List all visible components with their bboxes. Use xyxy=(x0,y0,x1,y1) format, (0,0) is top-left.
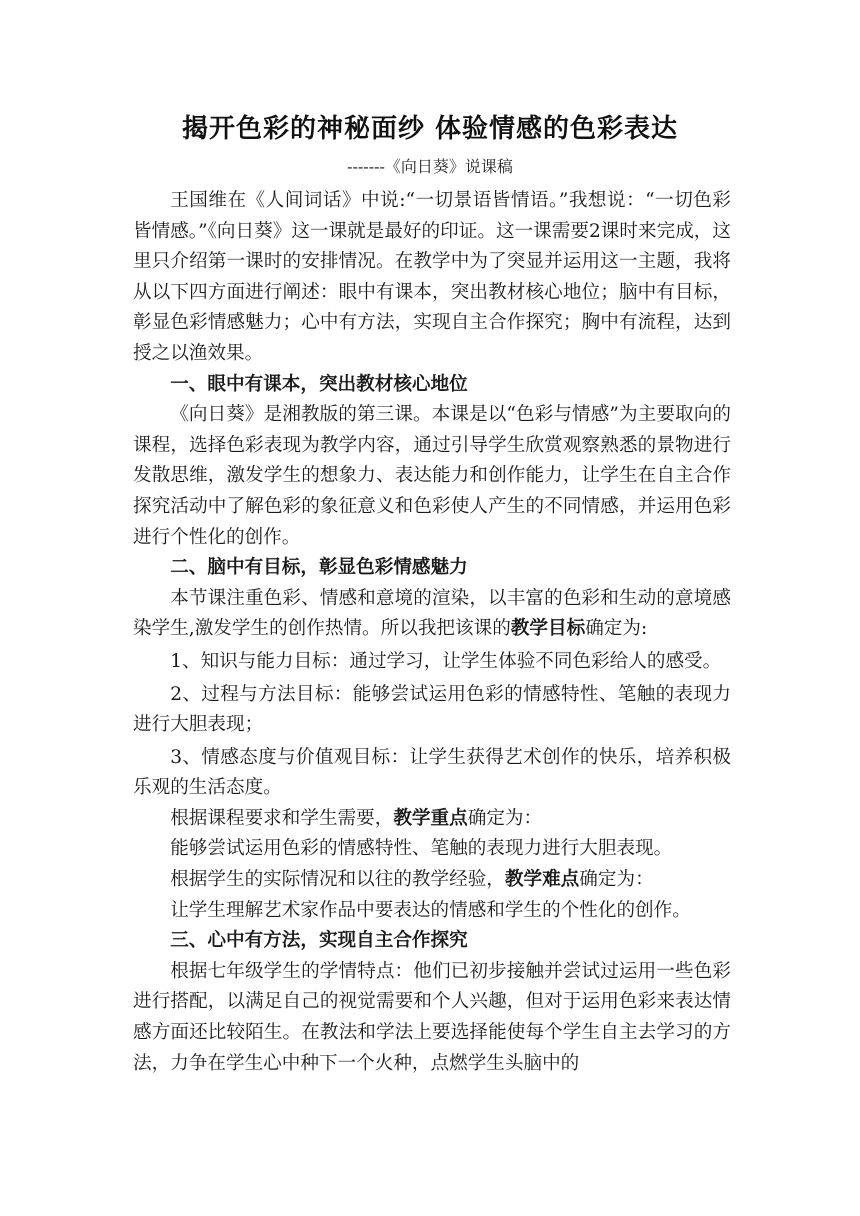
section-2-paragraph xyxy=(133,584,731,645)
goal-1-paragraph: 1、知识与能力目标：通过学习，让学生体验不同色彩给人的感受。 xyxy=(170,650,722,672)
difficulty-intro xyxy=(133,865,731,896)
section-heading-3: 三、心中有方法，实现自主合作探究 xyxy=(170,930,468,952)
section-heading-2: 二、脑中有目标，彰显色彩情感魅力 xyxy=(170,557,468,579)
section-1-paragraph: 《向日葵》是湘教版的第三课。本课是以“色彩与情感”为主要取向的课程，选择色彩表现为教学内容，通过引导学生欣赏观察熟悉的景物进行发散思维，激发学生的想象力、表达能力和创作能力，让学生在自主合作探究活动中了解色彩的象征意义和色彩使人产生的不同情感，并运用色彩进行个性化的创作。 xyxy=(133,404,731,548)
key-point-label: 教学重点 xyxy=(393,807,468,829)
section-2-text-b: 确定为: xyxy=(585,618,648,640)
difficulty-text: 让学生理解艺术家作品中要表达的情感和学生的个性化的创作。 xyxy=(170,899,691,921)
document-title: 揭开色彩的神秘面纱 体验情感的色彩表达 xyxy=(181,114,679,144)
document-body xyxy=(133,186,731,1079)
goal-3-paragraph: 3、情感态度与价值观目标：让学生获得艺术创作的快乐，培养积极乐观的生活态度。 xyxy=(133,746,731,799)
difficulty-label: 教学难点 xyxy=(504,869,580,891)
key-point-text: 能够尝试运用色彩的情感特性、笔触的表现力进行大胆表现。 xyxy=(170,838,673,860)
section-heading-1: 一、眼中有课本，突出教材核心地位 xyxy=(170,373,468,395)
section-3-paragraph: 根据七年级学生的学情特点：他们已初步接触并尝试过运用一些色彩进行搭配，以满足自己的视觉需要和个人兴趣，但对于运用色彩来表达情感方面还比较陌生。在教法和学法上要选择能使每个学生自主去学习的方法，力争在学生心中种下一个火种，点燃学生头脑中的 xyxy=(133,960,731,1074)
key-intro-text-b: 确定为： xyxy=(467,807,543,829)
section-2-text-a: 本节课注重色彩、情感和意境的渲染，以丰富的色彩和生动的意境感染学生,激发学生的创作热情。所以我把该课的 xyxy=(133,587,731,640)
teaching-goals-label: 教学目标 xyxy=(510,618,586,640)
intro-paragraph: 王国维在《人间词话》中说:“一切景语皆情语。”我想说：“一切色彩皆情感。”《向日葵》这一课就是最好的印证。这一课需要2课时来完成，这里只介绍第一课时的安排情况。在教学中为了突显并运用这一主题，我将从以下四方面进行阐述：眼中有课本，突出教材核心地位；脑中有目标，彰显色彩情感魅力；心中有方法，实现自主合作探究；胸中有流程，达到授之以渔效果。 xyxy=(133,190,731,364)
diff-intro-text-b: 确定为： xyxy=(579,869,654,891)
goal-2-paragraph: 2、过程与方法目标：能够尝试运用色彩的情感特性、笔触的表现力进行大胆表现； xyxy=(133,683,731,736)
diff-intro-text-a: 根据学生的实际情况和以往的教学经验， xyxy=(170,869,505,891)
document-subtitle: -------《向日葵》说课稿 xyxy=(347,157,513,176)
key-point-intro xyxy=(133,804,731,835)
key-intro-text-a: 根据课程要求和学生需要， xyxy=(170,807,394,829)
